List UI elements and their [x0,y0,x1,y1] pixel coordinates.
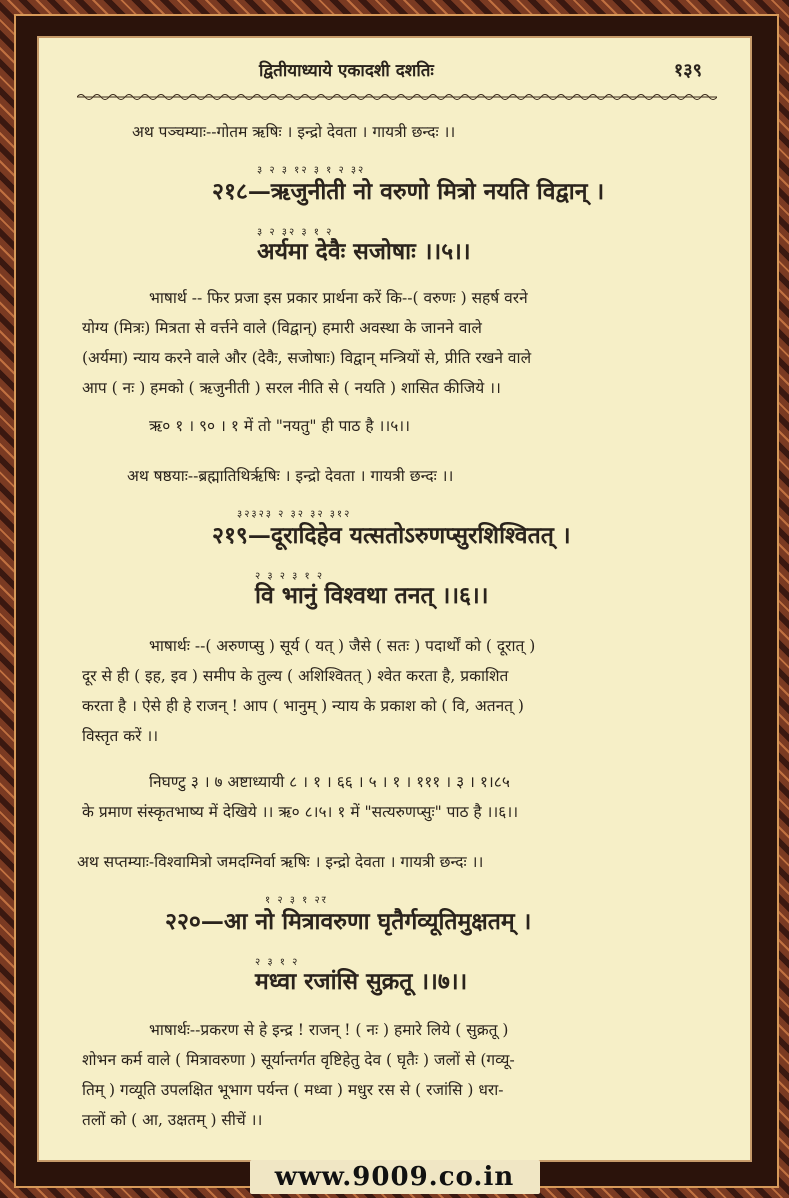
verse-line: २१९—दूरादिहेव यत्सतोऽरुणप्सुरशिश्वितत् । [212,522,571,549]
commentary-line: दूर से ही ( इह, इव ) समीप के तुल्य ( अशिश्वितत् ) श्वेत करता है, प्रकाशित [82,667,509,685]
commentary-line: तिम् ) गव्यूति उपलक्षित भूभाग पर्यन्त ( मध्वा ) मधुर रस से ( रजांसि ) धरा- [82,1081,504,1099]
commentary-line: विस्तृत करें ।। [82,727,159,745]
verse-intro-7: अथ सप्तम्याः-विश्वामित्रो जमदग्निर्वा ऋषिः । इन्द्रो देवता । गायत्री छन्दः ।। [77,853,484,871]
page [37,36,752,1162]
commentary-line: योग्य (मित्रः) मित्रता से वर्त्तने वाले (विद्वान्) हमारी अवस्था के जानने वाले [82,319,482,337]
accent-marks: २ ३ २ ३ १ २ [255,571,325,582]
verse-intro-5: अथ पञ्चम्याः--गोतम ऋषिः । इन्द्रो देवता । गायत्री छन्दः ।। [132,123,456,141]
verse-line: मध्वा रजांसि सुक्रतू ।।७।। [255,968,468,995]
reference-note: ऋ० १ । ९० । १ में तो "नयतु" ही पाठ है ।।५।। [149,417,411,435]
accent-marks: १ २ ३ १ २र [265,895,328,906]
reference-note: के प्रमाण संस्कृतभाष्य में देखिये ।। ऋ० ८।५। १ में "सत्यरुणप्सुः" पाठ है ।।६।। [82,803,519,821]
commentary-line: (अर्यमा) न्याय करने वाले और (देवैः, सजोषाः) विद्वान् मन्त्रियों से, प्रीति रखने वाले [82,349,532,367]
website-link[interactable]: www.9009.co.in [274,1162,515,1192]
commentary-line: भाषार्थः --( अरुणप्सु ) सूर्य ( यत् ) जैसे ( सतः ) पदार्थों को ( दूरात् ) [149,637,536,655]
commentary-line: करता है । ऐसे ही हे राजन् ! आप ( भानुम् ) न्याय के प्रकाश को ( वि, अतनत् ) [82,697,524,715]
ornamental-divider [77,92,717,102]
reference-note: निघण्टु ३ । ७ अष्टाध्यायी ८ । १ । ६६ । ५ । १ । १११ । ३ । १।८५ [149,773,510,791]
commentary-line: तलों को ( आ, उक्षतम् ) सीचें ।। [82,1111,263,1129]
accent-marks: ३ २ ३ १२ ३ १ २ ३२ [257,165,366,176]
verse-line: अर्यमा देवैः सजोषाः ।।५।। [257,238,471,265]
commentary-line: शोभन कर्म वाले ( मित्रावरुणा ) सूर्यान्तर्गत वृष्टिहेतु देव ( घृतैः ) जलों से (गव्यू- [82,1051,515,1069]
accent-marks: ३ २ ३२ ३ १ २ [257,227,334,238]
commentary-line: भाषार्थ -- फिर प्रजा इस प्रकार प्रार्थना करें कि--( वरुणः ) सहर्ष वरने [149,289,528,307]
commentary-line: आप ( नः ) हमको ( ऋजुनीती ) सरल नीति से ( नयति ) शासित कीजिये ।। [82,379,501,397]
verse-line: २२०—आ नो मित्रावरुणा घृतैर्गव्यूतिमुक्षतम् । [165,908,532,935]
verse-line: २१८—ऋजुनीती नो वरुणो मित्रो नयति विद्वान् । [212,178,605,205]
commentary-line: भाषार्थः--प्रकरण से हे इन्द्र ! राजन् ! ( नः ) हमारे लिये ( सुक्रतू ) [149,1021,509,1039]
verse-line: वि भानुं विश्वथा तनत् ।।६।। [255,582,489,609]
page-number: १३९ [673,60,702,81]
page-header-title: द्वितीयाध्याये एकादशी दशतिः [259,61,434,81]
verse-intro-6: अथ षष्ठयाः--ब्रह्मातिथिर्ऋषिः । इन्द्रो देवता । गायत्री छन्दः ।। [127,467,454,485]
accent-marks: ३२३२३ २ ३२ ३२ ३१२ [237,509,352,520]
accent-marks: २ ३ १ २ [255,957,300,968]
